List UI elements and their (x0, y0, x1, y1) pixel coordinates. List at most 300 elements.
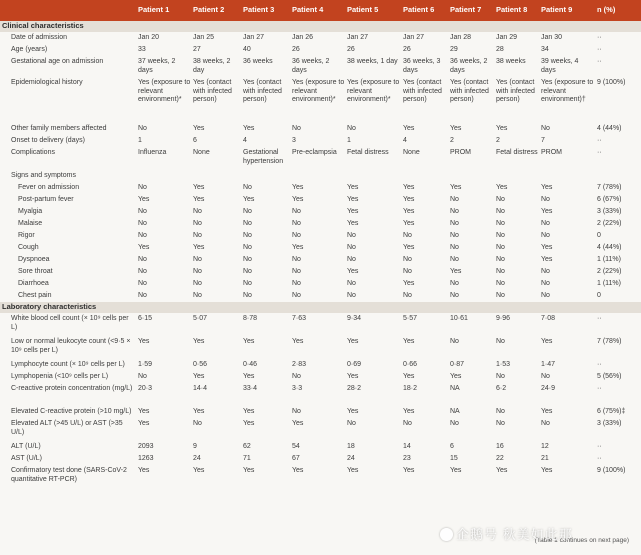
summary-cell: 6 (75%)‡ (597, 408, 626, 415)
table-cell: Pre-eclampsia (292, 149, 337, 156)
table-cell: Yes (193, 408, 205, 415)
table-cell: Yes (403, 467, 415, 474)
summary-cell: 3 (33%) (597, 208, 622, 215)
table-cell: Fetal distress (347, 149, 389, 156)
table-cell: Yes (496, 184, 508, 191)
table-cell (290, 170, 345, 182)
table-cell: 16 (496, 443, 504, 450)
table-cell: No (541, 373, 550, 380)
section-header-row (0, 21, 641, 32)
table-row (0, 465, 641, 486)
table-row (0, 406, 641, 418)
table-cell: Yes (243, 420, 255, 427)
table-cell: Yes (292, 420, 304, 427)
summary-cell: ·· (597, 58, 602, 65)
table-cell: 18·2 (403, 385, 418, 392)
table-cell: No (292, 220, 301, 227)
table-cell: Yes (541, 208, 553, 215)
table-cell: Yes (403, 220, 415, 227)
table-cell: 14·4 (193, 385, 208, 392)
table-cell: Yes (347, 220, 359, 227)
table-cell: Yes (193, 125, 205, 132)
section-title: Clinical characteristics (0, 21, 641, 32)
table-cell: No (541, 268, 550, 275)
table-cell: 67 (292, 455, 300, 462)
row-label: Rigor (18, 232, 35, 239)
table-cell (494, 170, 539, 182)
table-cell: No (541, 196, 550, 203)
table-cell: No (496, 196, 505, 203)
table-row (0, 441, 641, 453)
table-row (0, 418, 641, 441)
table-cell: No (450, 420, 459, 427)
table-cell: Yes (541, 184, 553, 191)
table-cell: 3 (292, 137, 296, 144)
table-cell: No (243, 280, 252, 287)
summary-cell: 4 (44%) (597, 244, 622, 251)
table-cell: Yes (450, 184, 462, 191)
table-cell: No (138, 232, 147, 239)
section-title: Laboratory characteristics (0, 302, 641, 313)
table-cell: No (347, 420, 356, 427)
table-cell: No (193, 420, 202, 427)
table-cell: 1 (347, 137, 351, 144)
table-row (0, 135, 641, 147)
table-cell: Yes (450, 467, 462, 474)
summary-cell: 6 (67%) (597, 196, 622, 203)
row-label: White blood cell count (× 10⁹ cells per L) (11, 315, 129, 331)
table-cell: 6·2 (496, 385, 507, 392)
table-cell: 18 (347, 443, 355, 450)
table-cell: None (403, 149, 420, 156)
table-cell: No (292, 208, 301, 215)
table-cell: No (292, 256, 301, 263)
table-cell: Yes (347, 196, 359, 203)
table-cell: Jan 29 (496, 34, 518, 41)
row-label: Onset to delivery (days) (11, 137, 85, 144)
table-cell: None (193, 149, 210, 156)
summary-cell: ·· (597, 455, 602, 462)
header-cell: Patient 7 (448, 0, 494, 21)
row-label: Elevated ALT (>45 U/L) or AST (>35 U/L) (11, 420, 123, 436)
table-row (0, 56, 641, 77)
table-cell: Yes (541, 338, 553, 345)
table-cell: No (450, 244, 459, 251)
header-cell: Patient 8 (494, 0, 539, 21)
table-cell: Yes (138, 467, 150, 474)
table-cell: 38 weeks, 2 day (193, 58, 231, 74)
table-cell: 8·78 (243, 315, 258, 322)
table-cell: Yes (450, 268, 462, 275)
row-label: Fever on admission (18, 184, 80, 191)
row-label: Epidemiological history (11, 79, 83, 86)
summary-cell: 2 (22%) (597, 220, 622, 227)
table-cell: Fetal distress (496, 149, 538, 156)
table-cell: No (496, 244, 505, 251)
table-cell: Jan 28 (450, 34, 472, 41)
summary-cell: ·· (597, 149, 602, 156)
table-cell: Yes (138, 408, 150, 415)
table-cell: No (496, 373, 505, 380)
table-cell: No (450, 208, 459, 215)
table-cell: No (243, 244, 252, 251)
table-cell: No (292, 125, 301, 132)
table-cell: 40 (243, 46, 251, 53)
table-cell: Yes (243, 467, 255, 474)
row-label: ALT (U/L) (11, 443, 41, 450)
table-cell: 39 weeks, 4 days (541, 58, 579, 74)
header-cell: Patient 3 (241, 0, 290, 21)
table-row (0, 32, 641, 44)
table-cell: No (138, 184, 147, 191)
table-cell: Jan 27 (243, 34, 265, 41)
table-cell: No (496, 220, 505, 227)
table-cell: 1 (138, 137, 142, 144)
table-cell: No (496, 408, 505, 415)
table-cell: Yes (347, 184, 359, 191)
table-cell: No (138, 268, 147, 275)
table-cell: 0·46 (243, 361, 258, 368)
header-cell: Patient 6 (401, 0, 448, 21)
table-cell: No (138, 220, 147, 227)
table-cell: No (347, 256, 356, 263)
table-cell (241, 170, 290, 182)
table-cell: Yes (243, 196, 255, 203)
table-cell: Yes (403, 125, 415, 132)
table-cell: No (243, 268, 252, 275)
table-row (0, 218, 641, 230)
table-row (0, 230, 641, 242)
table-row (0, 453, 641, 465)
table-cell: 28 (496, 46, 504, 53)
table-cell: 22 (496, 455, 504, 462)
table-cell: No (450, 280, 459, 287)
table-cell: NA (450, 385, 460, 392)
table-cell: 23 (403, 455, 411, 462)
table-cell: Yes (403, 244, 415, 251)
summary-cell: ·· (597, 443, 602, 450)
table-cell: 2 (496, 137, 500, 144)
continuation-note: (Table 1 continues on next page) (534, 537, 629, 544)
table-cell: 5·57 (403, 315, 418, 322)
table-cell: Yes (347, 338, 359, 345)
table-cell: 7·08 (541, 315, 556, 322)
table-cell: Yes (contact with infected person) (403, 79, 442, 104)
header-cell: Patient 9 (539, 0, 595, 21)
watermark-text: 企鹅号 秋美如此那 (456, 527, 573, 542)
table-cell: Yes (347, 408, 359, 415)
header-cell: Patient 1 (136, 0, 191, 21)
table-row (0, 206, 641, 218)
table-cell: Yes (exposure to relevant environment)* (347, 79, 400, 104)
table-cell: Yes (138, 196, 150, 203)
table-cell: 15 (450, 455, 458, 462)
table-cell: No (292, 408, 301, 415)
summary-cell: 4 (44%) (597, 125, 622, 132)
table-cell: 28·2 (347, 385, 362, 392)
table-cell: 34 (541, 46, 549, 53)
table-cell: 29 (450, 46, 458, 53)
table-cell: 4 (243, 137, 247, 144)
table-cell: No (193, 292, 202, 299)
table-cell: No (541, 292, 550, 299)
table-cell: 4 (403, 137, 407, 144)
table-cell: 24 (347, 455, 355, 462)
table-cell: 12 (541, 443, 549, 450)
table-cell: No (292, 268, 301, 275)
summary-cell: 5 (56%) (597, 373, 622, 380)
table-cell: No (193, 280, 202, 287)
table-cell: Yes (138, 244, 150, 251)
table-cell: No (450, 220, 459, 227)
table-cell: 1·53 (496, 361, 511, 368)
table-cell: Yes (exposure to relevant environment)† (541, 79, 594, 104)
table-cell: Jan 20 (138, 34, 160, 41)
summary-cell: ·· (597, 137, 602, 144)
table-row (0, 254, 641, 266)
table-row (0, 242, 641, 254)
table-cell: Yes (403, 208, 415, 215)
table-cell: 26 (403, 46, 411, 53)
table-row (0, 371, 641, 383)
table-cell: No (138, 292, 147, 299)
table-cell: Yes (347, 467, 359, 474)
table-cell: Yes (193, 244, 205, 251)
table-cell: No (193, 208, 202, 215)
table-cell: 33·4 (243, 385, 258, 392)
table-cell: Yes (243, 373, 255, 380)
table-cell: No (193, 268, 202, 275)
table-cell: 24 (193, 455, 201, 462)
summary-cell: 0 (597, 292, 601, 299)
table-cell: Yes (347, 373, 359, 380)
row-label: Gestational age on admission (11, 58, 104, 65)
table-row (0, 359, 641, 371)
table-cell: No (496, 256, 505, 263)
table-cell: Yes (403, 280, 415, 287)
table-cell: No (450, 292, 459, 299)
table-row (0, 290, 641, 302)
header-cell: Patient 4 (290, 0, 345, 21)
table-cell: Yes (138, 338, 150, 345)
table-row (0, 170, 641, 182)
table-cell: 24·9 (541, 385, 556, 392)
table-cell: 6 (193, 137, 197, 144)
summary-cell: 3 (33%) (597, 420, 622, 427)
table-cell: No (292, 292, 301, 299)
row-label: Cough (18, 244, 39, 251)
table-cell: Yes (541, 467, 553, 474)
table-cell: No (243, 292, 252, 299)
table-cell: 27 (193, 46, 201, 53)
summary-cell: ·· (597, 34, 602, 41)
table-cell: 38 weeks (496, 58, 526, 65)
table-cell: Jan 25 (193, 34, 215, 41)
table-row (0, 383, 641, 406)
table-cell: No (403, 232, 412, 239)
table-cell: Yes (292, 196, 304, 203)
table-cell: No (403, 268, 412, 275)
table-cell: No (243, 232, 252, 239)
summary-cell: 9 (100%) (597, 467, 626, 474)
table-row (0, 336, 641, 359)
table-cell: 6 (450, 443, 454, 450)
table-cell (401, 170, 448, 182)
row-label: Age (years) (11, 46, 48, 53)
table-cell: Yes (contact with infected person) (450, 79, 489, 104)
table-cell: 36 weeks, 2 days (450, 58, 488, 74)
table-cell: Influenza (138, 149, 167, 156)
table-cell: 26 (347, 46, 355, 53)
table-cell: No (450, 232, 459, 239)
table-cell: No (347, 244, 356, 251)
table-cell: Yes (541, 256, 553, 263)
row-label: Signs and symptoms (11, 172, 76, 179)
table-row (0, 123, 641, 135)
row-label: Dyspnoea (18, 256, 50, 263)
table-cell: 36 weeks, 3 days (403, 58, 441, 74)
table-cell: PROM (450, 149, 471, 156)
row-label: Complications (11, 149, 55, 156)
summary-cell: 9 (100%) (597, 79, 626, 86)
table-cell: No (541, 220, 550, 227)
section-header-row (0, 302, 641, 313)
table-cell: Yes (exposure to relevant environment)* (138, 79, 191, 104)
table-cell: No (292, 373, 301, 380)
table-cell: Yes (contact with infected person) (243, 79, 282, 104)
table-row (0, 266, 641, 278)
table-cell: No (193, 256, 202, 263)
row-label: Diarrhoea (18, 280, 49, 287)
table-cell: No (138, 373, 147, 380)
table-cell: No (496, 420, 505, 427)
table-row (0, 194, 641, 206)
table-cell: 2·83 (292, 361, 307, 368)
table-cell: No (450, 256, 459, 263)
table-row (0, 278, 641, 290)
penguin-logo-icon (440, 528, 453, 541)
watermark (440, 524, 573, 543)
table-cell: Yes (541, 244, 553, 251)
table-cell (539, 170, 595, 182)
table-cell (448, 170, 494, 182)
table-cell: No (541, 420, 550, 427)
table-header-row (0, 0, 641, 21)
row-label: C-reactive protein concentration (mg/L) (11, 385, 133, 392)
table-cell: No (292, 232, 301, 239)
table-cell: 20·3 (138, 385, 153, 392)
table-cell: Jan 27 (347, 34, 369, 41)
table-cell: Yes (450, 373, 462, 380)
table-cell: NA (450, 408, 460, 415)
table-cell: 36 weeks (243, 58, 273, 65)
table-cell: Yes (450, 125, 462, 132)
table-cell: Yes (403, 196, 415, 203)
row-label: AST (U/L) (11, 455, 42, 462)
summary-cell: 0 (597, 232, 601, 239)
table-cell: No (138, 125, 147, 132)
table-cell: Yes (contact with infected person) (496, 79, 535, 104)
table-cell: 38 weeks, 1 day (347, 58, 398, 65)
table-cell: 0·66 (403, 361, 418, 368)
table-cell: 14 (403, 443, 411, 450)
table-cell: No (496, 292, 505, 299)
row-label: Low or normal leukocyte count (<9·5 × 10⁹ cells per L) (11, 338, 131, 354)
table-cell: Jan 30 (541, 34, 563, 41)
table-cell: 37 weeks, 2 days (138, 58, 176, 74)
table-cell: No (541, 280, 550, 287)
table-cell: 2093 (138, 443, 154, 450)
table-cell: Yes (403, 184, 415, 191)
table-cell: 9·96 (496, 315, 511, 322)
table-cell: PROM (541, 149, 562, 156)
row-label: Lymphocyte count (× 10⁹ cells per L) (11, 361, 125, 368)
table-cell: No (138, 256, 147, 263)
table-cell: Yes (292, 338, 304, 345)
table-cell: 0·56 (193, 361, 208, 368)
table-cell: Yes (292, 467, 304, 474)
table-cell: Yes (403, 408, 415, 415)
summary-cell: ·· (597, 385, 602, 392)
table-cell: No (541, 125, 550, 132)
table-cell: Yes (541, 408, 553, 415)
table-cell: 6·15 (138, 315, 153, 322)
table-cell: No (243, 220, 252, 227)
table-cell (345, 170, 401, 182)
table-cell: No (347, 125, 356, 132)
row-label: Malaise (18, 220, 43, 227)
table-cell: No (193, 232, 202, 239)
table-row (0, 147, 641, 170)
row-label: Lymphopenia (<10⁹ cells per L) (11, 373, 109, 380)
table-cell: 2 (450, 137, 454, 144)
row-label: Elevated C-reactive protein (>10 mg/L) (11, 408, 132, 415)
table-cell: Yes (193, 196, 205, 203)
header-cell-label (0, 0, 136, 21)
table-cell: Yes (243, 125, 255, 132)
table-cell: 54 (292, 443, 300, 450)
table-cell: No (450, 196, 459, 203)
table-cell: 9 (193, 443, 197, 450)
table-cell: No (138, 208, 147, 215)
table-cell: Yes (contact with infected person) (193, 79, 232, 104)
table-cell: Yes (exposure to relevant environment)* (292, 79, 345, 104)
table-cell: Yes (193, 184, 205, 191)
table-cell: No (496, 338, 505, 345)
table-cell: 26 (292, 46, 300, 53)
table-cell: 36 weeks, 2 days (292, 58, 330, 74)
table-row (0, 44, 641, 56)
header-cell: n (%) (595, 0, 641, 21)
table-cell: Yes (292, 244, 304, 251)
row-label: Sore throat (18, 268, 53, 275)
table-cell: No (450, 338, 459, 345)
summary-cell (595, 170, 641, 182)
table-cell: 1·59 (138, 361, 153, 368)
row-label: Other family members affected (11, 125, 107, 132)
table-cell: No (138, 280, 147, 287)
table-cell: No (347, 292, 356, 299)
summary-cell: 2 (22%) (597, 268, 622, 275)
row-label: Date of admission (11, 34, 68, 41)
summary-cell: 1 (11%) (597, 280, 621, 287)
row-label: Confirmatory test done (SARS-CoV-2 quantitative RT-PCR) (11, 467, 127, 483)
table-cell: 1·47 (541, 361, 556, 368)
table-cell: 10·61 (450, 315, 468, 322)
table-cell: 21 (541, 455, 549, 462)
table-cell: No (243, 256, 252, 263)
table-cell: Yes (347, 268, 359, 275)
